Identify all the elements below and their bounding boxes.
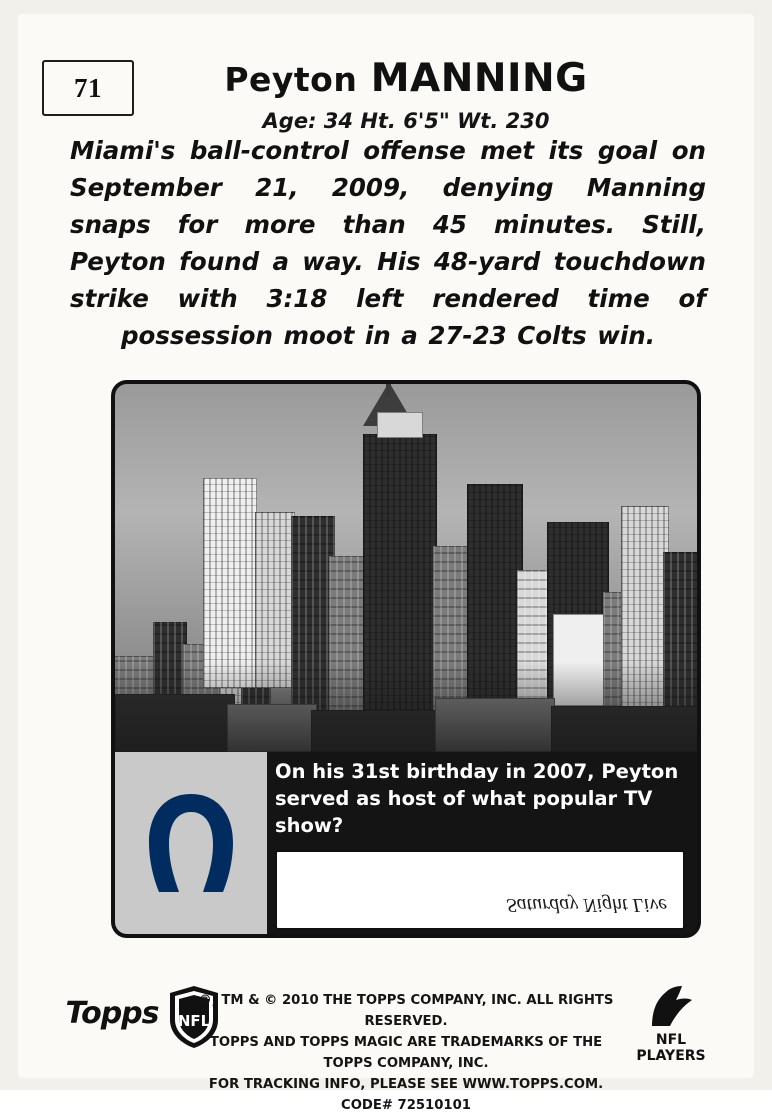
topps-logo [62, 996, 162, 1031]
card-number-box [42, 60, 134, 116]
card-number: 71 [74, 72, 102, 103]
legal-text [198, 990, 614, 1116]
skyline-photo [115, 384, 697, 752]
legal-line-1: ®, TM & © 2010 THE TOPPS COMPANY, INC. ALL RIGHTS RESERVED. [198, 993, 614, 1029]
player-last-name: MANNING [370, 56, 588, 101]
colts-horseshoe-icon [139, 788, 243, 898]
card-header [18, 34, 754, 133]
nfl-players-logo [628, 982, 714, 1064]
player-vitals: Age: 34 Ht. 6'5" Wt. 230 [262, 109, 550, 133]
svg-text:NFL: NFL [177, 1012, 211, 1030]
card-footer [48, 962, 724, 1113]
trivia-answer: Saturday Night Live [506, 894, 667, 916]
trivia-question: On his 31st birthday in 2007, Peyton served as host of what popular TV show? [275, 760, 679, 837]
photo-haze [115, 662, 697, 752]
trivia-answer-box [275, 850, 685, 930]
player-first-name: Peyton [224, 60, 358, 99]
team-logo-panel [115, 752, 267, 934]
nflpa-label: NFL PLAYERS [636, 1032, 706, 1064]
player-bio-text: Miami's ball-control offense met its goal on September 21, 2009, denying Manning snaps for more than 45 minutes. Still, Peyton found a way. His 48-yard touchdown strike with 3:18 left rendered time of possession moot in a 27-23 Colts win. [70, 136, 706, 350]
topps-logo-text: Topps [65, 996, 159, 1031]
legal-line-2: TOPPS AND TOPPS MAGIC ARE TRADEMARKS OF THE TOPPS COMPANY, INC. [209, 1035, 603, 1071]
photo-frame [111, 380, 701, 938]
nflpa-icon [646, 982, 696, 1030]
card-surface [18, 14, 754, 1113]
legal-line-3: FOR TRACKING INFO, PLEASE SEE WWW.TOPPS.COM. CODE# 72510101 [208, 1077, 604, 1113]
